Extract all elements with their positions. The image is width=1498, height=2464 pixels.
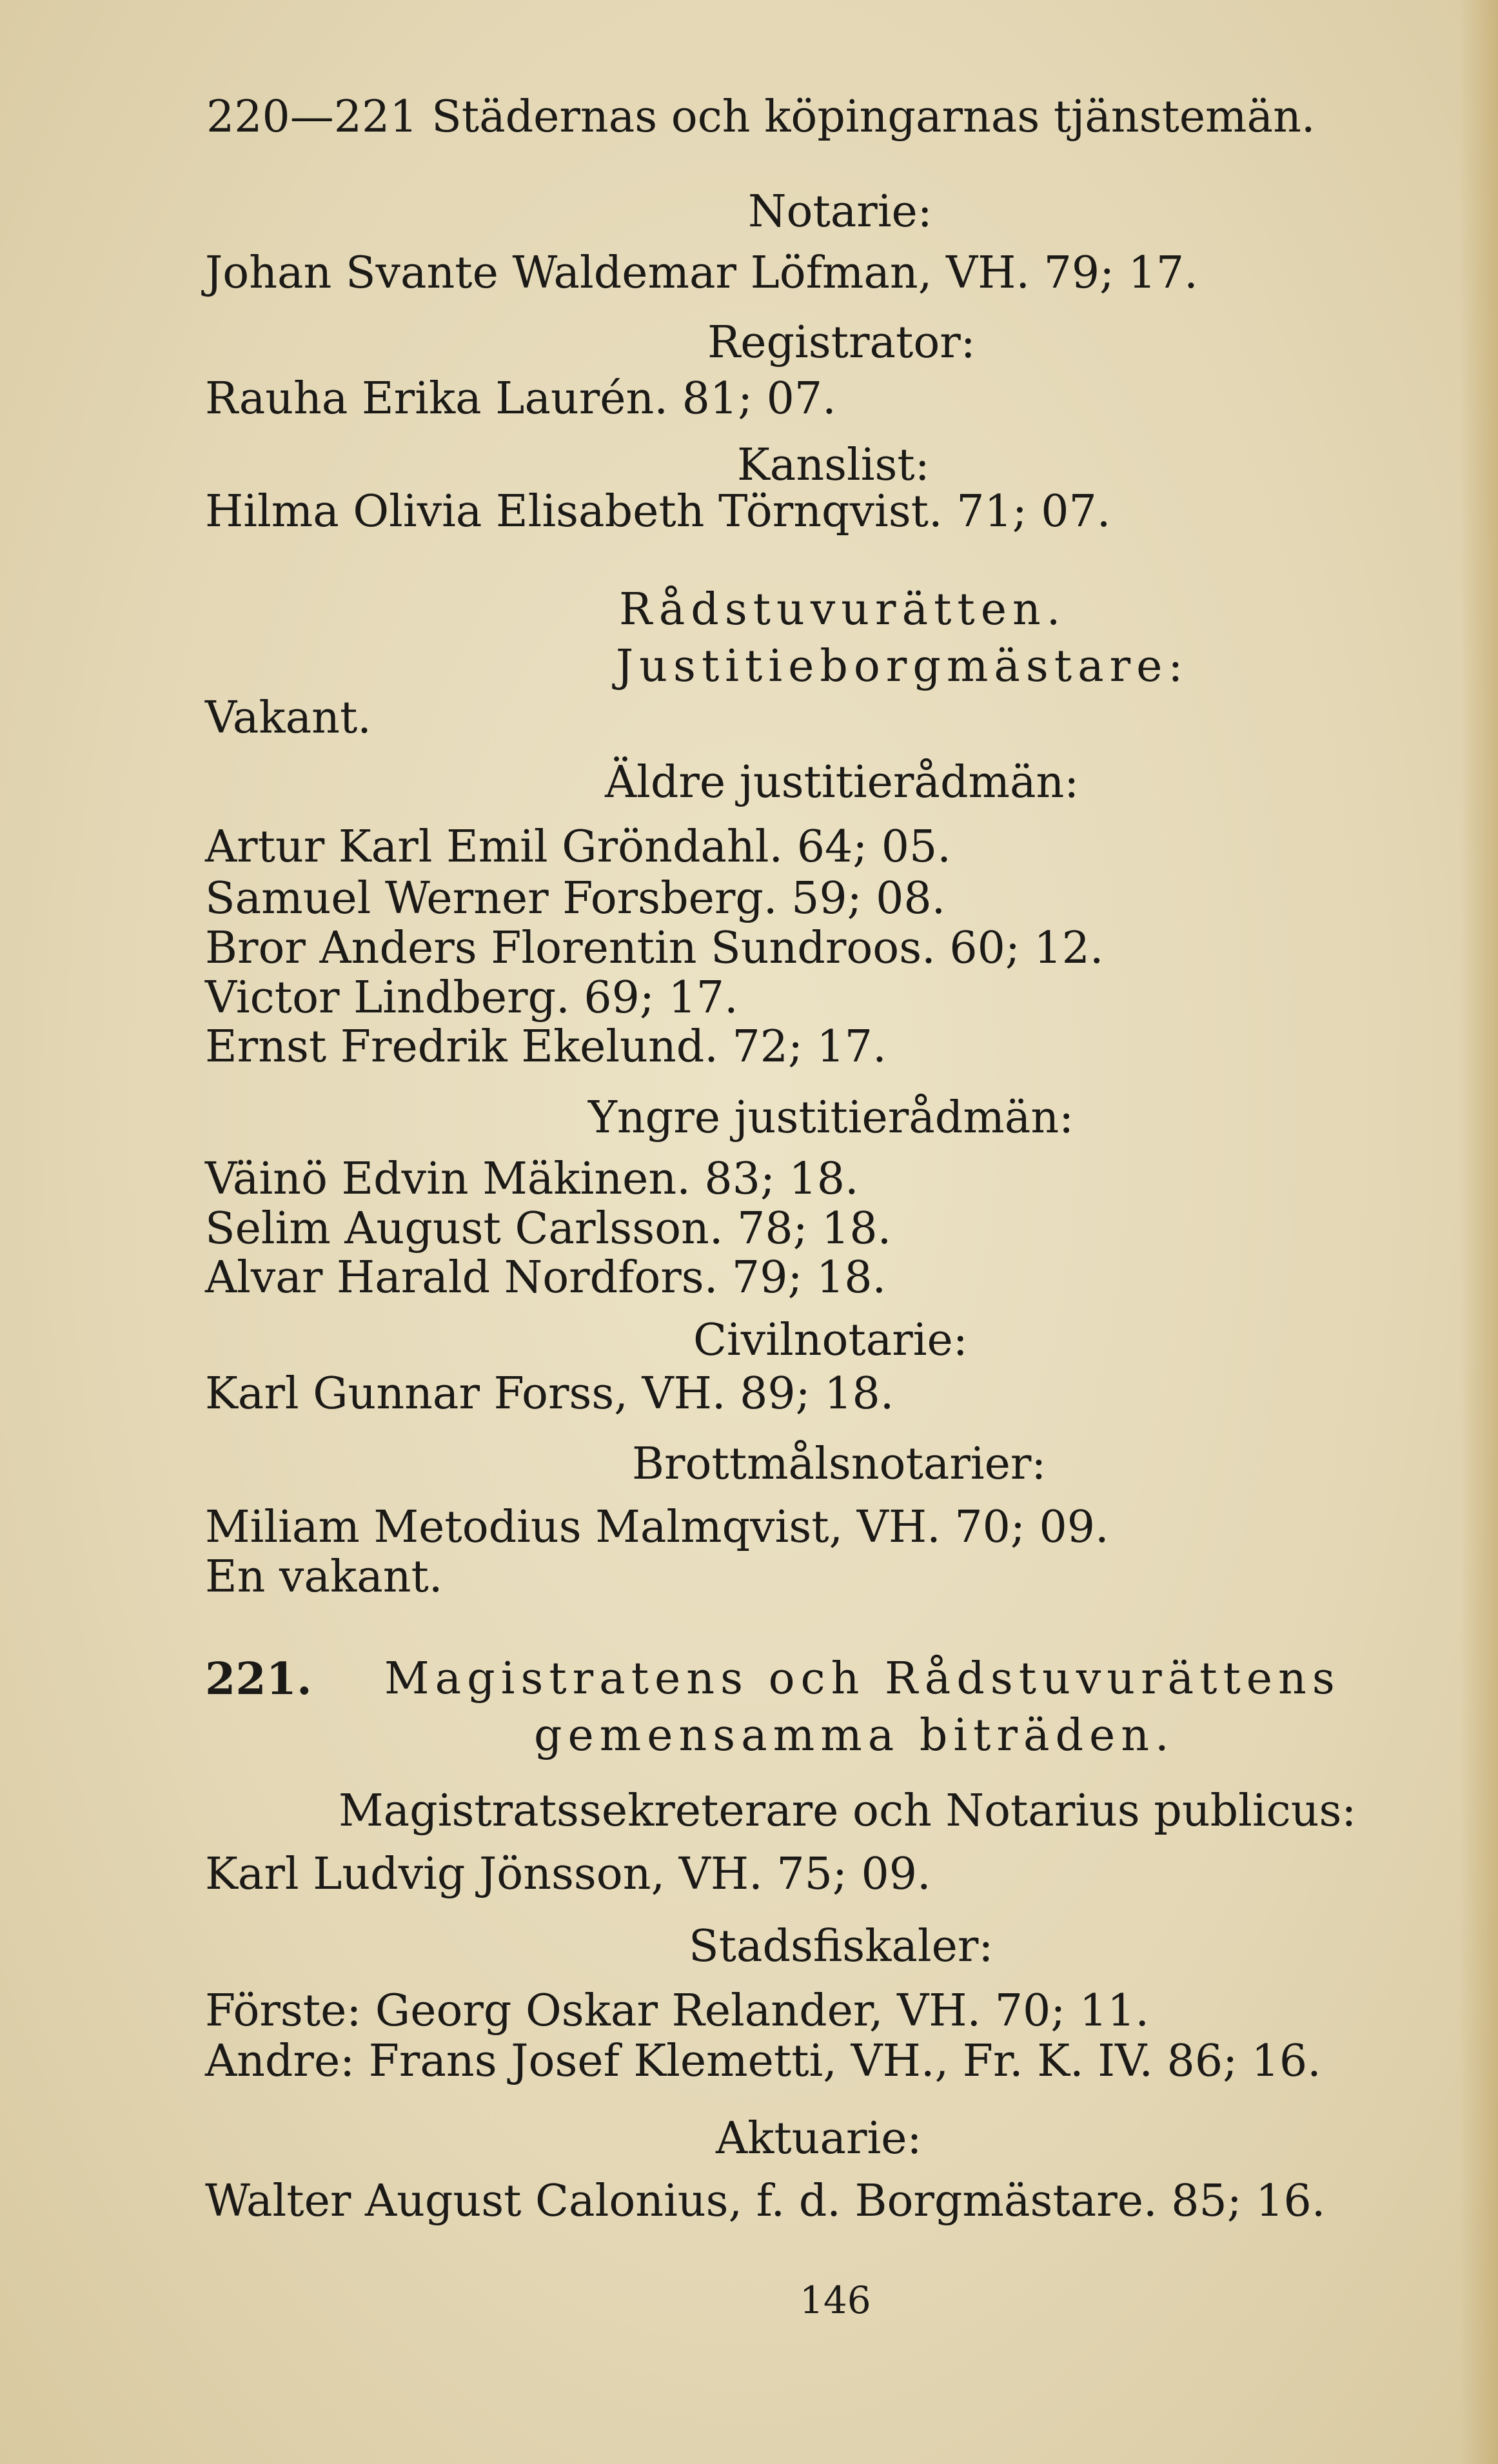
section-title-radstuvuratten: Rådstuvurätten. <box>619 584 1067 635</box>
heading-registrator: Registrator: <box>707 317 976 368</box>
entry-line: Rauha Erika Laurén. 81; 07. <box>205 373 836 424</box>
heading-notarie: Notarie: <box>748 186 932 237</box>
heading-stadsfiskaler: Stadsfiskaler: <box>689 1921 994 1972</box>
heading-aktuarie: Aktuarie: <box>716 2113 922 2164</box>
entry-line: Hilma Olivia Elisabeth Törnqvist. 71; 07. <box>205 486 1111 537</box>
entry-line: Artur Karl Emil Gröndahl. 64; 05. <box>205 822 951 872</box>
section-title-line2: gemensamma biträden. <box>534 1710 1175 1761</box>
heading-justitieborgmastare: Justitieborgmästare: <box>616 641 1189 692</box>
entry-line: Johan Svante Waldemar Löfman, VH. 79; 17. <box>205 248 1198 299</box>
entry-line: Walter August Calonius, f. d. Borgmästare. 85; 16. <box>205 2176 1326 2227</box>
section-title-line1: Magistratens och Rådstuvurättens <box>384 1653 1341 1704</box>
entry-line: Selim August Carlsson. 78; 18. <box>205 1203 892 1254</box>
entry-line: Bror Anders Florentin Sundroos. 60; 12. <box>205 923 1104 974</box>
page-header: 220—221 Städernas och köpingarnas tjänstemän. <box>206 92 1316 143</box>
entry-line: Väinö Edvin Mäkinen. 83; 18. <box>205 1154 859 1205</box>
heading-yngre: Yngre justitierådmän: <box>588 1092 1074 1143</box>
heading-brottmalsnotarier: Brottmålsnotarier: <box>632 1439 1047 1490</box>
entry-line: Samuel Werner Forsberg. 59; 08. <box>205 873 946 924</box>
vacant-text: Vakant. <box>205 693 371 744</box>
entry-line: Andre: Frans Josef Klemetti, VH., Fr. K. IV. 86; 16. <box>205 2036 1321 2087</box>
heading-magistratssekreterare: Magistratssekreterare och Notarius publicus: <box>339 1786 1357 1837</box>
heading-kanslist: Kanslist: <box>737 440 930 491</box>
entry-line: Förste: Georg Oskar Relander, VH. 70; 11. <box>205 1986 1149 2036</box>
heading-aldre: Äldre justitierådmän: <box>605 757 1079 808</box>
entry-line: Alvar Harald Nordfors. 79; 18. <box>205 1252 887 1303</box>
entry-line: En vakant. <box>205 1552 443 1602</box>
section-number: 221. <box>205 1653 312 1705</box>
entry-line: Karl Ludvig Jönsson, VH. 75; 09. <box>205 1849 931 1900</box>
page-edge <box>1459 0 1498 2464</box>
entry-line: Ernst Fredrik Ekelund. 72; 17. <box>205 1021 887 1072</box>
entry-line: Miliam Metodius Malmqvist, VH. 70; 09. <box>205 1502 1109 1553</box>
entry-line: Karl Gunnar Forss, VH. 89; 18. <box>205 1368 894 1419</box>
page-number: 146 <box>800 2278 871 2322</box>
entry-line: Victor Lindberg. 69; 17. <box>205 972 738 1023</box>
heading-civilnotarie: Civilnotarie: <box>693 1315 968 1366</box>
